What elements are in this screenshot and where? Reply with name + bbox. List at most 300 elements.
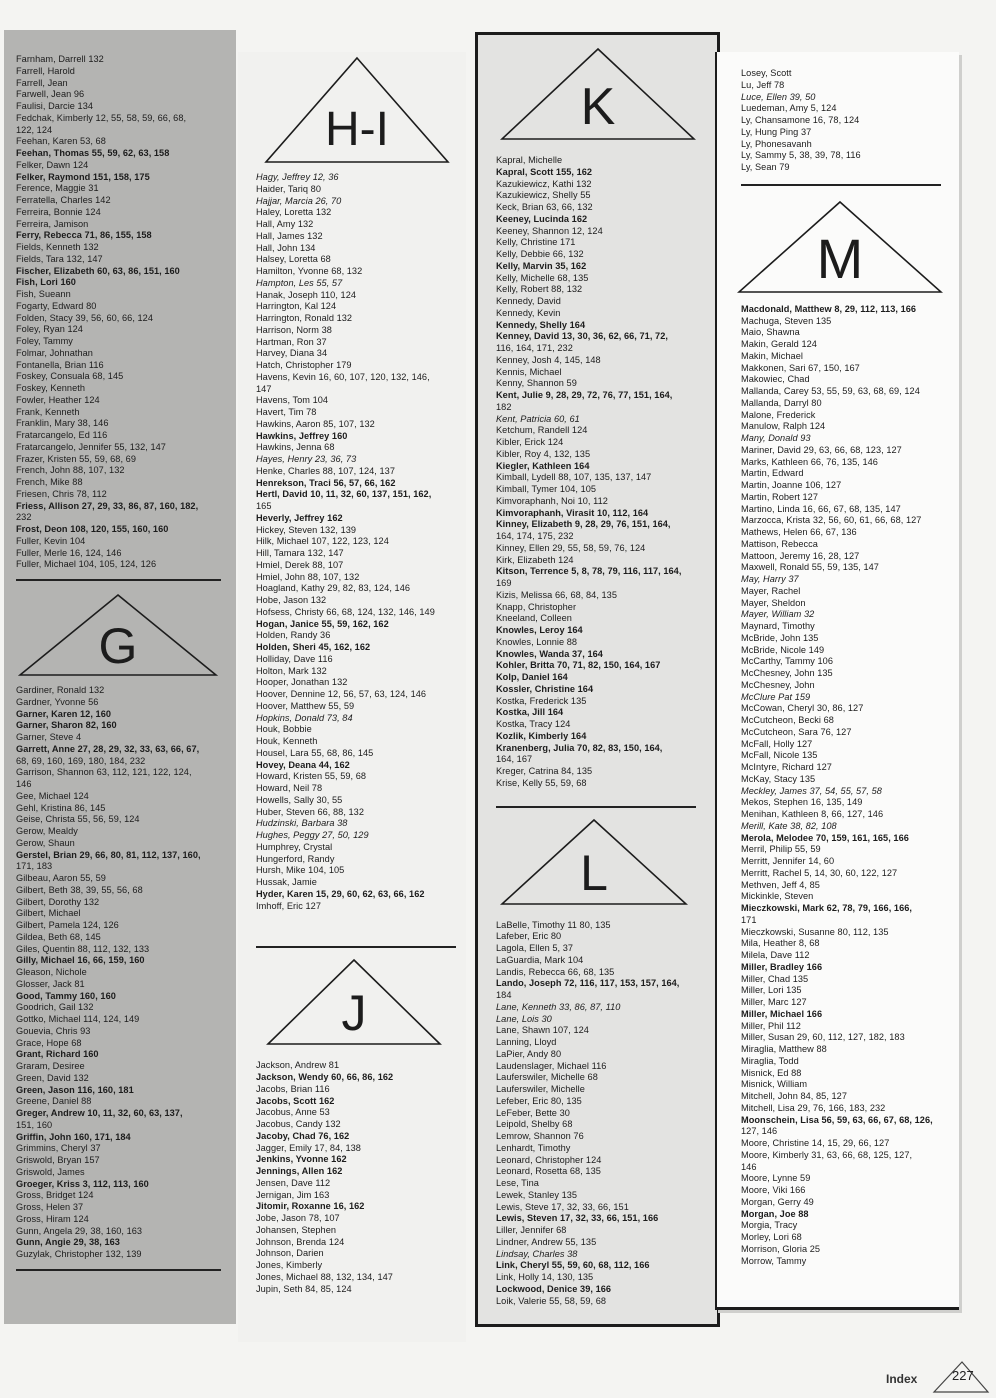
index-entry: Jensen, Dave 112 [256,1177,331,1188]
index-entry: McChesney, John 135 [741,668,833,678]
index-entry: McBride, Nicole 149 [741,644,825,655]
index-entry: Ly, Sean 79 [741,162,790,172]
index-entry: Miller, Lori 135 [741,985,802,996]
index-entry: Hawkins, Jeffrey 160 [256,430,348,441]
index-entry: Gardiner, Ronald 132 [16,685,105,695]
index-entry: Mattoon, Jeremy 16, 28, 127 [741,550,860,561]
section-divider [741,184,941,186]
index-entry: Malone, Frederick [741,409,816,420]
index-entry: Kostka, Tracy 124 [496,719,571,729]
index-entry: Miller, Bradley 166 [741,961,823,972]
index-entry: Leonard, Rosetta 68, 135 [496,1166,601,1177]
index-entry: LaPier, Andy 80 [496,1048,562,1059]
index-entry: Morley, Lori 68 [741,1232,802,1242]
index-entry: Jacobs, Brian 116 [256,1083,330,1094]
index-entry: Hursh, Mike 104, 105 [256,865,345,876]
index-entry: Kozlik, Kimberly 164 [496,730,587,741]
index-entry: Jitomir, Roxanne 16, 162 [256,1201,365,1212]
index-entry: Fish, Sueann [16,289,71,299]
index-entry: Hovey, Deana 44, 162 [256,759,350,770]
index-entry: Keeney, Shannon 12, 124 [496,225,603,236]
index-entry: Kapral, Scott 155, 162 [496,166,593,177]
index-entry: Harrington, Kal 124 [256,301,337,312]
letter-heading-hi [264,56,450,164]
letter-heading-k [500,47,696,141]
index-entry: Hertl, David 10, 11, 32, 60, 137, 151, 162, [256,489,432,500]
entries-l-cont [741,68,959,174]
index-entry: Haider, Tariq 80 [256,183,321,194]
index-entry: Mattison, Rebecca [741,538,818,549]
index-entry: Luedeman, Amy 5, 124 [741,103,837,114]
index-entry: Hogan, Janice 55, 59, 162, 162 [256,618,389,629]
index-entry: Lauferswiler, Michelle 68 [496,1072,598,1083]
section-letter: J [341,985,367,1042]
index-entry: Fowler, Heather 124 [16,394,100,405]
index-entry: Griffin, John 160, 171, 184 [16,1131,131,1142]
index-entry: Lauferswiler, Michelle [496,1084,585,1094]
index-entry: Lefeber, Eric 80, 135 [496,1095,582,1106]
index-entry: Garrett, Anne 27, 28, 29, 32, 33, 63, 66, 67, [16,743,200,754]
index-entry: Kinney, Elizabeth 9, 28, 29, 76, 151, 164, [496,519,671,530]
index-entry: Miller, Phil 112 [741,1020,801,1031]
index-entry: Gunn, Angie 29, 38, 163 [16,1237,120,1248]
index-entry: 151, 160 [16,1119,53,1130]
index-entry: Folmar, Johnathan [16,347,93,358]
index-entry: Jennings, Allen 162 [256,1166,343,1176]
index-entry: Kimball, Lydell 88, 107, 135, 137, 147 [496,472,652,483]
index-entry: Makin, Michael [741,350,803,361]
index-entry: Ferratella, Charles 142 [16,195,111,205]
index-entry: Jernigan, Jim 163 [256,1189,330,1200]
index-entry: Kennis, Michael [496,366,562,377]
index-entry: Lane, Lois 30 [496,1013,552,1024]
index-entry: Mieczkowski, Susanne 80, 112, 135 [741,926,889,937]
index-entry: Folden, Stacy 39, 56, 60, 66, 124 [16,312,154,323]
index-entry: Harrison, Norm 38 [256,324,332,335]
index-entry: Martin, Robert 127 [741,491,818,502]
index-entry: Kimball, Tymer 104, 105 [496,484,597,494]
index-entry: 122, 124 [16,124,53,135]
index-entry: LeFeber, Bette 30 [496,1107,570,1118]
index-entry: Gilbert, Michael [16,908,81,919]
index-entry: Hooper, Jonathan 132 [256,677,348,688]
index-entry: Hampton, Les 55, 57 [256,277,343,288]
index-entry: Jacobus, Anne 53 [256,1107,330,1118]
index-entry: Mayer, Sheldon [741,597,806,608]
index-entry: Franklin, Mary 38, 146 [16,418,109,429]
index-entry: Hopkins, Donald 73, 84 [256,712,353,723]
index-entry: Farrell, Harold [16,65,75,76]
index-entry: Merril, Philip 55, 59 [741,844,821,855]
index-entry: Groeger, Kriss 3, 112, 113, 160 [16,1178,149,1189]
index-entry: Lewis, Steve 17, 32, 33, 66, 151 [496,1201,629,1212]
index-entry: Kostka, Jill 164 [496,707,564,718]
index-entry: Fuller, Michael 104, 105, 124, 126 [16,559,157,570]
index-entry: Maio, Shawna [741,327,800,338]
index-column-4 [715,52,959,1310]
index-entry: Guzylak, Christopher 132, 139 [16,1249,142,1259]
index-entry: Makkonen, Sari 67, 150, 167 [741,362,860,373]
index-entry: LaGuardia, Mark 104 [496,954,584,965]
index-entry: Ly, Sammy 5, 38, 39, 78, 116 [741,150,861,161]
index-entry: Lockwood, Denice 39, 166 [496,1283,612,1294]
index-entry: Houk, Kenneth [256,736,318,746]
index-entry: Menihan, Kathleen 8, 66, 127, 146 [741,809,884,819]
index-entry: Jenkins, Yvonne 162 [256,1154,347,1165]
index-entry: Mitchell, John 84, 85, 127 [741,1091,848,1101]
index-entry: Misnick, William [741,1079,808,1090]
index-entry: Morgan, Joe 88 [741,1208,809,1219]
index-entry: Kreger, Catrina 84, 135 [496,766,593,776]
index-entry: Gilbert, Pamela 124, 126 [16,920,119,930]
index-entry: Greene, Daniel 88 [16,1096,92,1107]
index-entry: Knowles, Wanda 37, 164 [496,648,603,659]
index-entry: Kolp, Daniel 164 [496,672,568,682]
index-entry: Hmiel, John 88, 107, 132 [256,571,360,582]
index-entry: Jacobs, Scott 162 [256,1095,335,1106]
letter-heading-j [266,958,442,1046]
index-entry: 165 [256,501,272,511]
index-entry: Gilbert, Beth 38, 39, 55, 56, 68 [16,884,143,895]
index-entry: Hungerford, Randy [256,853,335,864]
index-entry: Gilbeau, Aaron 55, 59 [16,873,106,883]
index-entry: Makowiec, Chad [741,374,810,385]
index-entry: McCutcheon, Sara 76, 127 [741,726,852,737]
index-entry: Jackson, Andrew 81 [256,1060,340,1071]
index-entry: Knowles, Lonnie 88 [496,636,578,647]
index-entry: Hawkins, Jenna 68 [256,442,335,453]
index-entry: Fogarty, Edward 80 [16,300,97,311]
index-entry: LaBelle, Timothy 11 80, 135 [496,919,611,930]
index-entry: Kent, Julie 9, 28, 29, 72, 76, 77, 151, 164, [496,390,673,400]
index-entry: Jackson, Wendy 60, 66, 86, 162 [256,1072,394,1082]
index-entry: Harrington, Ronald 132 [256,313,353,323]
index-entry: Henke, Charles 88, 107, 124, 137 [256,465,395,476]
index-entry: Makin, Gerald 124 [741,339,817,349]
index-entry: Lane, Kenneth 33, 86, 87, 110 [496,1001,621,1012]
index-entry: Hudzinski, Barbara 38 [256,818,348,829]
index-entry: Housel, Lara 55, 68, 86, 145 [256,747,374,758]
index-entry: Fuller, Merle 16, 124, 146 [16,547,122,558]
index-column-3 [475,32,720,1327]
index-entry: Frost, Deon 108, 120, 155, 160, 160 [16,524,169,534]
index-entry: Mieczkowski, Mark 62, 78, 79, 166, 166, [741,903,913,913]
index-entry: Kinney, Ellen 29, 55, 58, 59, 76, 124 [496,542,646,553]
index-entry: Keck, Brian 63, 66, 132 [496,202,593,212]
index-entry: Johnson, Brenda 124 [256,1236,345,1247]
index-entry: Macdonald, Matthew 8, 29, 112, 113, 166 [741,303,917,314]
index-entry: Ferreira, Bonnie 124 [16,206,101,217]
index-entry: Keeney, Lucinda 162 [496,213,588,224]
section-letter: L [580,844,608,901]
index-entry: Lemrow, Shannon 76 [496,1131,584,1141]
index-entry: Mallanda, Darryl 80 [741,397,822,408]
index-entry: Moore, Christine 14, 15, 29, 66, 127 [741,1138,890,1148]
index-entry: Henrekson, Traci 56, 57, 66, 162 [256,477,396,488]
index-entry: Merritt, Jennifer 14, 60 [741,856,835,866]
index-entry: Fuller, Kevin 104 [16,535,86,546]
index-entry: Kenny, Shannon 59 [496,378,577,389]
index-entry: Kennedy, Shelly 164 [496,319,586,330]
index-entry: 68, 69, 160, 169, 180, 184, 232 [16,755,146,766]
index-entry: Grimmins, Cheryl 37 [16,1143,101,1154]
index-entry: Leipold, Shelby 68 [496,1119,573,1130]
index-entry: Lewek, Stanley 135 [496,1189,578,1200]
index-entry: Kostka, Frederick 135 [496,695,587,706]
index-entry: Kelly, Robert 88, 132 [496,284,583,295]
index-entry: Knapp, Christopher [496,601,577,612]
index-entry: Grant, Richard 160 [16,1049,99,1060]
index-entry: Gilly, Michael 16, 66, 159, 160 [16,955,145,966]
index-entry: Fischer, Elizabeth 60, 63, 86, 151, 160 [16,265,180,276]
index-entry: Kenney, Josh 4, 145, 148 [496,354,601,365]
index-entry: Jupin, Seth 84, 85, 124 [256,1283,352,1294]
index-entry: Lafeber, Eric 80 [496,931,562,942]
index-entry: 232 [16,512,32,523]
index-entry: Kohler, Britta 70, 71, 82, 150, 164, 167 [496,660,661,671]
index-entry: Misnick, Ed 88 [741,1067,802,1078]
page-number: 227 [952,1368,974,1383]
index-entry: 127, 146 [741,1126,778,1137]
index-entry: Kimvoraphanh, Noi 10, 112 [496,495,608,506]
index-entry: Merritt, Rachel 5, 14, 30, 60, 122, 127 [741,867,898,878]
index-entry: Goodrich, Gail 132 [16,1002,94,1013]
index-entry: Hoover, Dennine 12, 56, 57, 63, 124, 146 [256,689,427,699]
index-entry: Maynard, Timothy [741,621,815,631]
index-entry: Leonard, Christopher 124 [496,1154,602,1165]
index-entry: Hajjar, Marcia 26, 70 [256,195,342,206]
index-entry: Gildea, Beth 68, 145 [16,931,101,942]
index-entry: Good, Tammy 160, 160 [16,990,116,1001]
letter-heading-g [18,593,218,677]
index-entry: Kenney, David 13, 30, 36, 62, 66, 71, 72, [496,331,668,342]
index-entry: Griswold, Bryan 157 [16,1155,100,1165]
index-entry: Lindner, Andrew 55, 135 [496,1236,597,1247]
index-entry: Gross, Bridget 124 [16,1190,94,1201]
index-entry: Ferry, Rebecca 71, 86, 155, 158 [16,230,152,241]
index-entry: Lewis, Steven 17, 32, 33, 66, 151, 166 [496,1213,659,1224]
index-entry: Hall, John 134 [256,242,316,253]
index-entry: Kazukiewicz, Kathi 132 [496,178,592,189]
index-entry: Green, Jason 116, 160, 181 [16,1084,134,1095]
index-entry: Feehan, Karen 53, 68 [16,136,106,147]
index-entry: Methven, Jeff 4, 85 [741,879,820,890]
index-entry: Kelly, Christine 171 [496,237,576,248]
section-divider [256,946,456,948]
index-entry: Gottko, Michael 114, 124, 149 [16,1014,140,1024]
index-entry: 146 [16,779,32,789]
index-entry: Gunn, Angela 29, 38, 160, 163 [16,1225,143,1236]
index-entry: Jobe, Jason 78, 107 [256,1213,340,1223]
index-entry: Fields, Kenneth 132 [16,242,99,252]
index-entry: Martin, Edward [741,468,804,479]
index-entry: Huber, Steven 66, 88, 132 [256,806,365,817]
index-entry: McChesney, John [741,679,815,690]
index-entry: Mekos, Stephen 16, 135, 149 [741,797,863,808]
index-entry: Fedchak, Kimberly 12, 55, 58, 59, 66, 68, [16,112,187,123]
index-entry: 147 [256,383,272,394]
index-entry: Jones, Kimberly [256,1260,323,1270]
index-entry: Miraglia, Todd [741,1055,799,1066]
index-entry: Fratarcangelo, Ed 116 [16,430,108,440]
index-entry: Kibler, Erick 124 [496,437,564,447]
index-label: Index [886,1372,918,1386]
index-entry: Lando, Joseph 72, 116, 117, 153, 157, 164, [496,978,680,989]
index-entry: Miller, Marc 127 [741,997,807,1007]
index-entry: Holliday, Dave 116 [256,653,333,664]
index-entry: Miller, Michael 166 [741,1008,823,1019]
index-entry: Gross, Helen 37 [16,1202,84,1212]
index-entry: Havens, Kevin 16, 60, 107, 120, 132, 146, [256,371,430,382]
index-entry: Morrison, Gloria 25 [741,1243,821,1254]
index-entry: Ly, Phonesavanh [741,138,812,149]
index-entry: Marks, Kathleen 66, 76, 135, 146 [741,456,878,467]
index-entry: Kneeland, Colleen [496,613,572,624]
index-entry: Grace, Hope 68 [16,1037,82,1048]
index-entry: Lu, Jeff 78 [741,79,785,90]
index-entry: Mariner, David 29, 63, 66, 68, 123, 127 [741,444,902,455]
index-entry: Kelly, Marvin 35, 162 [496,260,587,271]
index-entry: Liller, Jennifer 68 [496,1225,567,1235]
index-entry: Jagger, Emily 17, 84, 138 [256,1142,361,1153]
index-entry: Mayer, William 32 [741,609,815,620]
index-entry: Gerow, Shaun [16,837,75,848]
index-entry: Kennedy, Kevin [496,307,561,318]
index-entry: McCowan, Cheryl 30, 86, 127 [741,703,864,714]
index-entry: Friesen, Chris 78, 112 [16,488,107,499]
index-entry: Faulisi, Darcie 134 [16,101,94,111]
index-entry: Humphrey, Crystal [256,841,333,852]
index-entry: Giles, Quentin 88, 112, 132, 133 [16,943,150,954]
index-entry: Moonschein, Lisa 56, 59, 63, 66, 67, 68, 126, [741,1114,933,1125]
index-entry: Merill, Kate 38, 82, 108 [741,820,837,831]
index-entry: 169 [496,578,512,588]
index-entry: Lane, Shawn 107, 124 [496,1025,589,1036]
index-entry: 164, 174, 175, 232 [496,531,574,541]
index-entry: Holton, Mark 132 [256,665,327,676]
index-entry: Miller, Chad 135 [741,973,809,984]
index-entry: McBride, John 135 [741,632,819,643]
index-entry: Howells, Sally 30, 55 [256,794,343,805]
index-entry: McFall, Holly 127 [741,738,813,749]
index-entry: Farrell, Jean [16,77,68,88]
index-entry: Johansen, Stephen [256,1224,337,1235]
index-entry: Hill, Tamara 132, 147 [256,548,344,558]
index-column-1 [4,30,236,1324]
index-entry: Hilk, Michael 107, 122, 123, 124 [256,536,389,547]
index-entry: Fields, Tara 132, 147 [16,253,103,264]
index-entry: Miraglia, Matthew 88 [741,1044,827,1054]
entries-l [496,920,717,1308]
entries-f [16,54,236,571]
index-entry: Mickinkle, Steven [741,891,814,902]
index-entry: Gee, Michael 124 [16,790,89,801]
index-entry: Knowles, Leroy 164 [496,625,583,635]
entries-k [496,155,717,790]
index-entry: Hobe, Jason 132 [256,595,327,605]
index-entry: Foskey, Consuala 68, 145 [16,371,124,382]
index-entry: Moore, Kimberly 31, 63, 66, 68, 125, 127, [741,1149,913,1160]
index-entry: Laudenslager, Michael 116 [496,1060,607,1071]
index-entry: Link, Holly 14, 130, 135 [496,1272,594,1282]
index-entry: Hartman, Ron 37 [256,336,327,347]
index-entry: McFall, Nicole 135 [741,750,818,761]
index-entry: Jacobus, Candy 132 [256,1119,341,1129]
index-entry: Lanning, Lloyd [496,1037,557,1047]
index-entry: Morrow, Tammy [741,1255,807,1266]
index-entry: Hagy, Jeffrey 12, 36 [256,172,339,182]
index-entry: Luce, Ellen 39, 50 [741,91,816,102]
index-entry: Gardner, Yvonne 56 [16,696,99,707]
letter-heading-l [500,818,688,906]
index-entry: Kossler, Christine 164 [496,683,594,694]
section-letter: M [816,226,864,290]
entries-j [256,1060,466,1295]
index-entry: Landis, Rebecca 66, 68, 135 [496,966,615,977]
index-entry: Fratarcangelo, Jennifer 55, 132, 147 [16,441,166,452]
index-entry: French, Mike 88 [16,477,83,487]
index-entry: 146 [741,1161,757,1172]
index-entry: Hussak, Jamie [256,877,317,887]
index-entry: Garner, Sharon 82, 160 [16,720,117,731]
index-entry: Hamilton, Yvonne 68, 132 [256,266,363,276]
index-entry: Frazer, Kristen 55, 59, 68, 69 [16,453,136,464]
index-entry: Garner, Steve 4 [16,732,82,742]
index-column-2 [238,52,466,1342]
index-entry: Kennedy, David [496,296,561,306]
index-entry: Ference, Maggie 31 [16,183,99,194]
index-entry: Hofsess, Christy 66, 68, 124, 132, 146, 149 [256,606,435,617]
index-entry: Hatch, Christopher 179 [256,360,352,370]
index-entry: Hyder, Karen 15, 29, 60, 62, 63, 66, 162 [256,888,425,899]
index-entry: Martino, Linda 16, 66, 67, 68, 135, 147 [741,503,901,514]
index-entry: Mayer, Rachel [741,585,801,596]
index-entry: Howard, Neil 78 [256,783,323,793]
index-entry: Hawkins, Aaron 85, 107, 132 [256,418,375,429]
index-entry: Ly, Chansamone 16, 78, 124 [741,115,860,125]
index-entry: Milela, Dave 112 [741,950,810,960]
index-entry: Manulow, Ralph 124 [741,421,826,432]
index-entry: Merola, Melodee 70, 159, 161, 165, 166 [741,832,909,843]
index-entry: Hanak, Joseph 110, 124 [256,289,357,300]
index-entry: May, Harry 37 [741,574,799,584]
index-entry: Kitson, Terrence 5, 8, 78, 79, 116, 117, 164, [496,566,682,577]
index-entry: Kibler, Roy 4, 132, 135 [496,448,591,459]
index-entry: Green, David 132 [16,1072,89,1083]
index-entry: 171, 183 [16,861,53,872]
section-divider [496,806,696,808]
index-entry: Moore, Lynne 59 [741,1173,811,1184]
index-entry: Holden, Randy 36 [256,630,331,641]
index-entry: Kiegler, Kathleen 164 [496,460,590,471]
index-entry: Greger, Andrew 10, 11, 32, 60, 63, 137, [16,1108,183,1118]
index-entry: 164, 167 [496,754,533,765]
index-entry: Meckley, James 37, 54, 55, 57, 58 [741,785,882,796]
index-entry: Gerstel, Brian 29, 66, 80, 81, 112, 137, 160, [16,849,201,860]
index-entry: McCarthy, Tammy 106 [741,656,833,667]
index-entry: Kapral, Michelle [496,155,563,165]
index-entry: Fontanella, Brian 116 [16,359,104,370]
index-entry: Gouevia, Chris 93 [16,1025,91,1036]
index-entry: McCutcheon, Becki 68 [741,715,834,725]
index-entry: Kent, Patricia 60, 61 [496,413,580,424]
index-entry: Morgia, Tracy [741,1220,798,1231]
index-entry: Frank, Kenneth [16,406,80,417]
index-entry: Griswold, James [16,1166,85,1177]
index-entry: Martin, Joanne 106, 127 [741,480,842,490]
index-entry: Foley, Tammy [16,336,73,346]
section-letter: K [580,78,616,136]
